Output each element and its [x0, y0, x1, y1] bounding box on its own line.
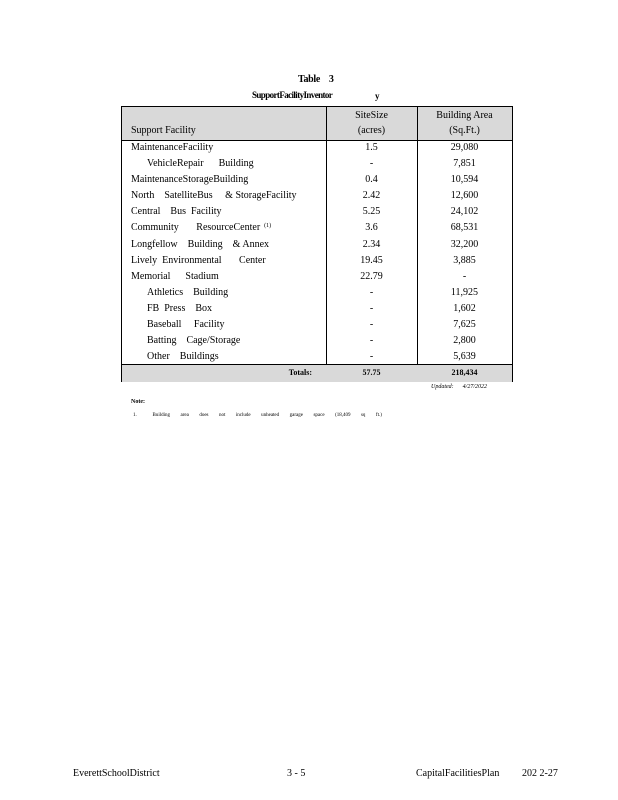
facility-name: Central Bus Facility [131, 206, 222, 218]
building-area-cell: - [462, 270, 467, 282]
totals-site: 57.75 [362, 368, 381, 377]
building-area-cell: 10,594 [450, 174, 479, 186]
table-row [122, 237, 512, 253]
table-row [122, 269, 512, 285]
facility-name: Other Buildings [147, 351, 219, 363]
building-area-cell: 29,080 [450, 142, 479, 153]
building-area-cell: 2,800 [453, 335, 476, 347]
table-row [122, 301, 512, 317]
totals-row [122, 364, 512, 382]
building-area-cell: 32,200 [450, 238, 479, 250]
facility-name: Longfellow Building & Annex [131, 238, 270, 250]
facility-name: Lively Environmental Center [131, 254, 266, 266]
building-area-cell: 5,639 [453, 351, 476, 363]
table-row [122, 220, 512, 236]
building-area-cell: 12,600 [450, 190, 479, 202]
site-size-cell: - [369, 319, 374, 331]
facility-name: VehicleRepair Building [147, 158, 254, 170]
facility-name: Memorial Stadium [131, 270, 219, 282]
table-row [122, 333, 512, 349]
site-size-cell: - [369, 351, 374, 363]
table-row [122, 156, 512, 172]
footer-page-number: 3 - 5 [287, 768, 306, 779]
site-size-cell: 0.4 [365, 174, 378, 186]
table-number: Table 3 [298, 74, 334, 85]
facility-name: MaintenanceStorageBuilding [131, 174, 249, 186]
table-row [122, 188, 512, 204]
site-size-cell: - [369, 335, 374, 347]
facility-name: MaintenanceFacility [131, 142, 214, 153]
header-building-unit: (Sq.Ft.) [449, 125, 480, 136]
note-label: Note: [131, 399, 145, 405]
table-row [122, 317, 512, 333]
updated-date: Updated: 4/27/2022 [431, 384, 487, 390]
table-title-tail: y [375, 91, 380, 101]
header-building-area: Building Area [436, 110, 493, 121]
building-area-cell: 68,531 [450, 222, 479, 234]
header-site-unit: (acres) [357, 125, 386, 136]
site-size-cell: 22.79 [360, 270, 383, 282]
support-facility-table [121, 106, 513, 382]
site-size-cell: - [369, 286, 374, 298]
table-row [122, 172, 512, 188]
header-facility: Support Facility [131, 125, 196, 136]
table-body [122, 140, 512, 365]
totals-area: 218,434 [451, 368, 478, 377]
table-row [122, 253, 512, 269]
building-area-cell: 7,625 [453, 319, 476, 331]
table-header [122, 107, 512, 141]
header-site-size: SiteSize [355, 110, 388, 121]
totals-label: Totals: [288, 368, 312, 377]
footer-plan-name: CapitalFacilitiesPlan [416, 768, 500, 779]
site-size-cell: - [369, 158, 374, 170]
building-area-cell: 3,885 [453, 254, 476, 266]
facility-name: Batting Cage/Storage [147, 335, 241, 347]
building-area-cell: 1,602 [453, 302, 476, 314]
building-area-cell: 7,851 [453, 158, 476, 170]
site-size-cell: 3.6 [365, 222, 378, 234]
site-size-cell: 1.5 [365, 142, 378, 153]
table-title: SupportFacilityInventor [252, 90, 333, 100]
table-row [122, 204, 512, 220]
site-size-cell: 19.45 [360, 254, 383, 266]
footer-district: EverettSchoolDistrict [73, 768, 160, 779]
table-row [122, 140, 512, 156]
footer-year: 202 2-27 [522, 768, 558, 779]
site-size-cell: - [369, 302, 374, 314]
site-size-cell: 2.34 [362, 238, 381, 250]
facility-name: Baseball Facility [147, 319, 225, 331]
site-size-cell: 5.25 [362, 206, 381, 218]
facility-name: Community ResourceCenter $^{(1)}$ [131, 222, 272, 234]
facility-name: Athletics Building [147, 286, 229, 298]
table-row [122, 285, 512, 301]
building-area-cell: 11,925 [450, 286, 479, 298]
table-row [122, 349, 512, 365]
facility-name: North SatelliteBus & StorageFacility [131, 190, 297, 202]
note-item: 1. Building area does not include unheated garage space (18,409 sq ft.) [133, 413, 382, 418]
building-area-cell: 24,102 [450, 206, 479, 218]
facility-name: FB Press Box [147, 302, 213, 314]
site-size-cell: 2.42 [362, 190, 381, 202]
footnote-marker: (1) [264, 223, 272, 230]
